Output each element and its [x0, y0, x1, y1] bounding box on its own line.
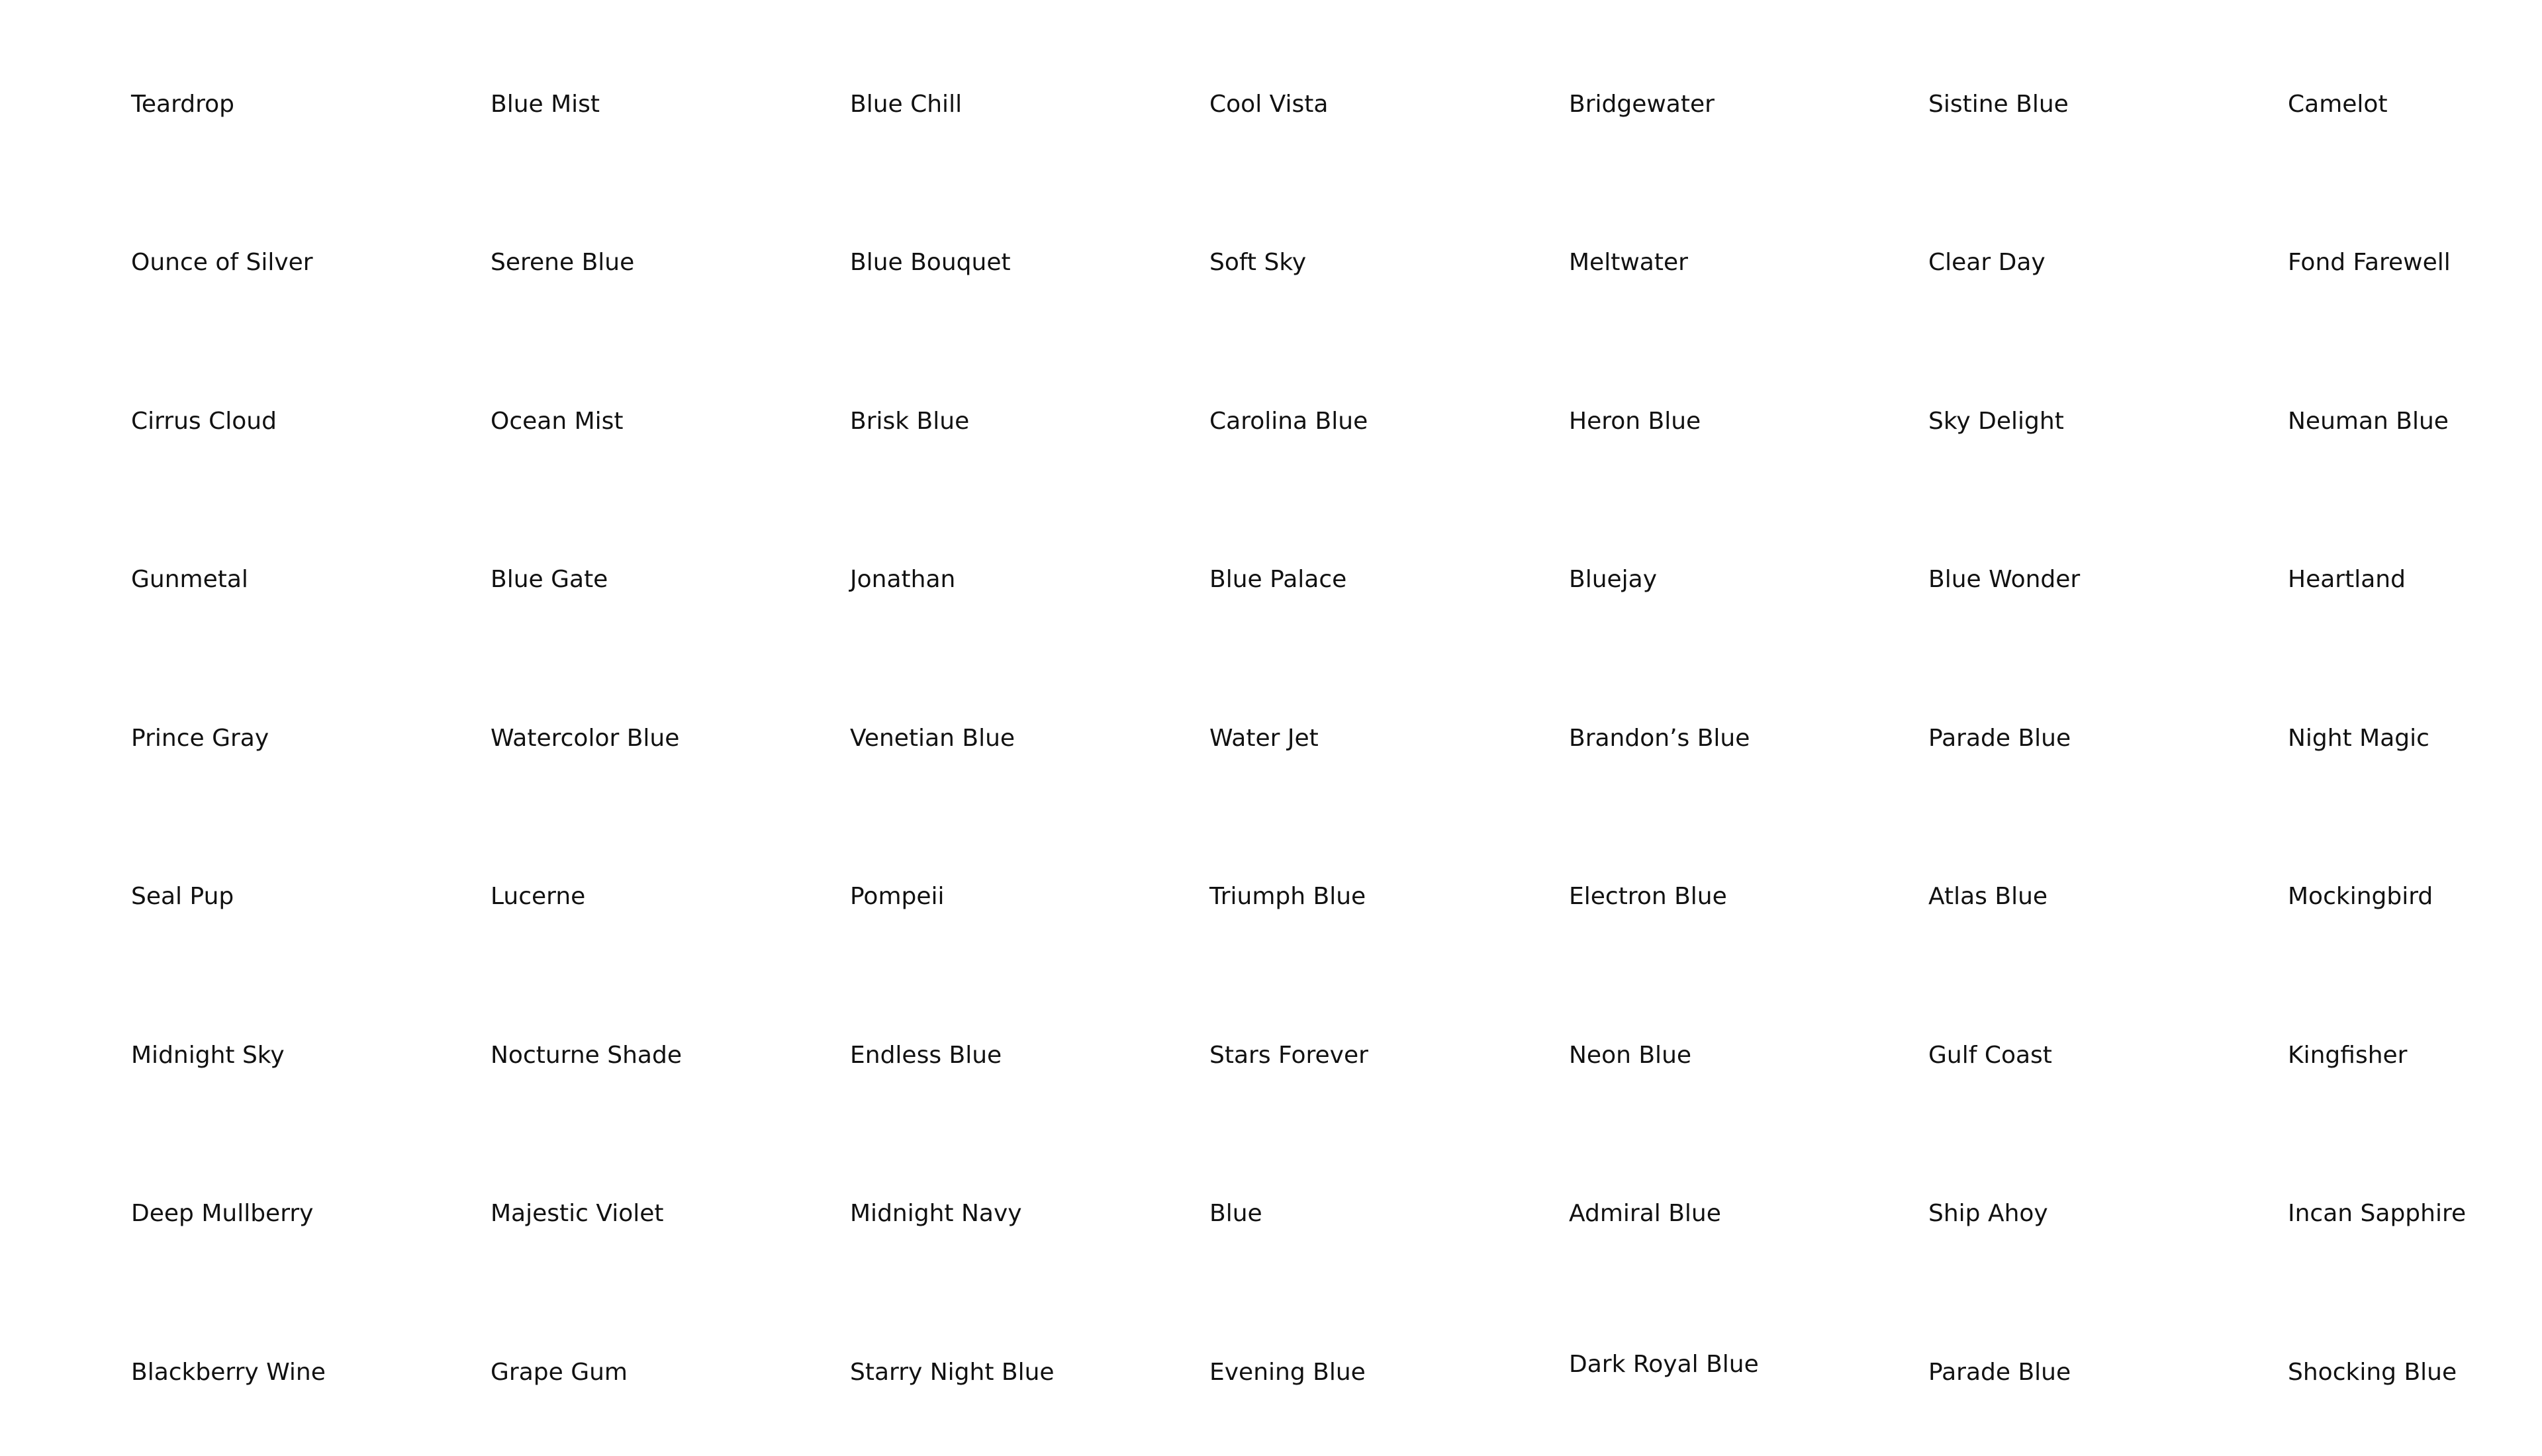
color-name-label: Bluejay [1569, 566, 1658, 594]
color-name-label: Blue Gate [491, 566, 608, 594]
color-name-label: Watercolor Blue [491, 724, 680, 752]
color-name-label: Evening Blue [1209, 1358, 1366, 1386]
color-name-label: Endless Blue [850, 1041, 1002, 1069]
color-name-label: Parade Blue [1928, 1358, 2071, 1386]
color-name-label: Shocking Blue [2288, 1358, 2457, 1386]
color-name-label: Cirrus Cloud [131, 407, 277, 435]
color-name-label: Jonathan [850, 566, 956, 594]
color-name-label: Blue Palace [1209, 566, 1347, 594]
color-name-label: Clear Day [1928, 249, 2046, 277]
color-name-label: Stars Forever [1209, 1041, 1368, 1069]
color-name-label: Gunmetal [131, 566, 248, 594]
color-name-label: Prince Gray [131, 724, 269, 752]
color-name-label: Venetian Blue [850, 724, 1015, 752]
color-name-label: Lucerne [491, 883, 586, 911]
color-name-label: Blackberry Wine [131, 1358, 326, 1386]
color-name-label: Camelot [2288, 90, 2388, 118]
color-name-label: Majestic Violet [491, 1200, 664, 1228]
color-name-label: Heron Blue [1569, 407, 1701, 435]
color-name-label: Cool Vista [1209, 90, 1329, 118]
color-name-label: Seal Pup [131, 883, 234, 911]
color-name-label: Midnight Navy [850, 1200, 1022, 1228]
color-name-label: Heartland [2288, 566, 2406, 594]
color-name-label: Carolina Blue [1209, 407, 1368, 435]
color-name-label: Grape Gum [491, 1358, 628, 1386]
color-name-label: Fond Farewell [2288, 249, 2451, 277]
color-name-label: Blue [1209, 1200, 1262, 1228]
color-name-label: Incan Sapphire [2288, 1200, 2467, 1228]
color-name-label: Pompeii [850, 883, 945, 911]
color-name-label: Nocturne Shade [491, 1041, 682, 1069]
color-name-label: Soft Sky [1209, 249, 1307, 277]
color-name-label: Blue Wonder [1928, 566, 2081, 594]
color-name-label: Atlas Blue [1928, 883, 2048, 911]
color-name-label: Gulf Coast [1928, 1041, 2052, 1069]
color-name-label: Ocean Mist [491, 407, 624, 435]
color-name-label: Deep Mullberry [131, 1200, 314, 1228]
color-name-label: Blue Bouquet [850, 249, 1011, 277]
color-name-grid [131, 0, 2542, 1456]
color-name-label: Ship Ahoy [1928, 1200, 2048, 1228]
color-name-label: Meltwater [1569, 249, 1688, 277]
color-name-label: Ounce of Silver [131, 249, 313, 277]
color-name-label: Starry Night Blue [850, 1358, 1055, 1386]
color-name-label: Midnight Sky [131, 1041, 285, 1069]
color-name-label: Electron Blue [1569, 883, 1727, 911]
color-name-label: Water Jet [1209, 724, 1319, 752]
color-name-label: Night Magic [2288, 724, 2429, 752]
color-name-label: Kingfisher [2288, 1041, 2408, 1069]
color-name-label: Parade Blue [1928, 724, 2071, 752]
color-name-label: Sistine Blue [1928, 90, 2069, 118]
color-name-label: Dark Royal Blue [1569, 1350, 1759, 1378]
color-name-label: Mockingbird [2288, 883, 2433, 911]
color-name-label: Blue Chill [850, 90, 963, 118]
color-name-label: Serene Blue [491, 249, 635, 277]
color-name-label: Brisk Blue [850, 407, 970, 435]
color-name-label: Neon Blue [1569, 1041, 1692, 1069]
color-name-label: Brandon’s Blue [1569, 724, 1750, 752]
color-name-label: Triumph Blue [1209, 883, 1366, 911]
color-name-label: Neuman Blue [2288, 407, 2449, 435]
color-name-label: Admiral Blue [1569, 1200, 1721, 1228]
color-name-label: Sky Delight [1928, 407, 2064, 435]
color-name-label: Blue Mist [491, 90, 600, 118]
color-name-label: Teardrop [131, 90, 234, 118]
color-name-label: Bridgewater [1569, 90, 1715, 118]
